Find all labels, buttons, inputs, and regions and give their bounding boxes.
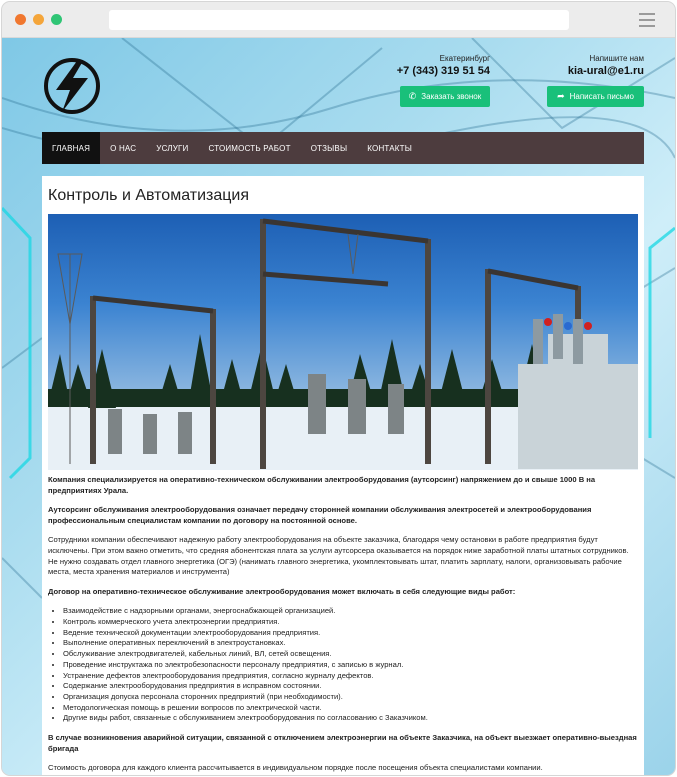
emergency-paragraph: В случае возникновения аварийной ситуации, связанной с отключением электроэнергии на объекте Заказчика, на объект выезжает оперативно-выездная бригада xyxy=(48,733,637,753)
page-viewport xyxy=(2,38,675,775)
share-arrow-icon: ➦ xyxy=(557,91,565,101)
list-item: • Методологическая помощь в решении вопросов по электрической части. xyxy=(63,703,638,714)
site-header xyxy=(2,38,675,133)
minimize-window-button[interactable] xyxy=(33,14,44,25)
mail-caption: Напишите нам xyxy=(589,54,644,63)
write-letter-label: Написать письмо xyxy=(569,92,634,101)
substation-photo xyxy=(48,214,638,470)
browser-window xyxy=(2,2,675,775)
list-item: • Обслуживание электродвигателей, кабельных линий, ВЛ, сетей освещения. xyxy=(63,649,638,660)
list-item: • Контроль коммерческого учета электроэнергии предприятия. xyxy=(63,617,638,628)
close-window-button[interactable] xyxy=(15,14,26,25)
order-call-button[interactable] xyxy=(400,86,490,107)
city-label: Екатеринбург xyxy=(439,54,490,63)
list-item: • Устранение дефектов электрооборудования предприятия, согласно журналу дефектов. xyxy=(63,671,638,682)
services-list xyxy=(63,606,638,724)
nav-item-home[interactable]: ГЛАВНАЯ xyxy=(42,132,100,164)
nav-item-contacts[interactable]: КОНТАКТЫ xyxy=(367,143,413,153)
article-text xyxy=(48,475,638,774)
nav-item-prices[interactable]: СТОИМОСТЬ РАБОТ xyxy=(208,143,291,153)
list-item: • Взаимодействие с надзорными органами, энергоснабжающей организацией. xyxy=(63,606,638,617)
phone-block xyxy=(362,54,490,77)
definition-paragraph: Аутсорсинг обслуживания электрооборудования означает передачу сторонней компании обслуживания электросетей и электрооборудования профессиональным специалистам компании по договору на постоянной основе. xyxy=(48,505,592,525)
nav-item-about[interactable]: О НАС xyxy=(110,143,137,153)
list-item: • Выполнение оперативных переключений в электроустановках. xyxy=(63,638,638,649)
main-content xyxy=(42,176,644,775)
list-item: • Ведение технической документации электрооборудования предприятия. xyxy=(63,628,638,639)
lightning-logo-icon[interactable] xyxy=(42,56,102,116)
browser-toolbar xyxy=(2,2,675,38)
nav-item-services[interactable]: УСЛУГИ xyxy=(156,143,189,153)
nav-item-reviews[interactable]: ОТЗЫВЫ xyxy=(310,143,348,153)
write-letter-button[interactable] xyxy=(547,86,644,107)
email-block xyxy=(532,54,644,77)
phone-number[interactable]: +7 (343) 319 51 54 xyxy=(396,65,490,77)
services-list-heading: Договор на оперативно-техническое обслуживание электрооборудования может включать в себя следующие виды работ: xyxy=(48,586,516,596)
description-paragraph: Сотрудники компании обеспечивают надежную работу электрооборудования на объекте заказчика, благодаря чему остановки в работе предприятия будут исключены. При этом важно отметить, что средняя абонентская плата за услуги аутсорсера оказывается на порядок ниже заработной платы штатных сотрудников. Не нужно создавать отдел главного энергетика (ОГЭ) (нанимать главного энергетика, укомплектовывать штат, платить зарплату, налоги, организовывать рабочие места, места хранения материалов и инструмента) xyxy=(48,535,629,577)
list-item: • Проведение инструктажа по электробезопасности персоналу предприятия, с записью в журнал. xyxy=(63,660,638,671)
list-item: • Другие виды работ, связанные с обслуживанием электрооборудования по согласованию с Заказчиком. xyxy=(63,713,638,724)
maximize-window-button[interactable] xyxy=(51,14,62,25)
page-title: Контроль и Автоматизация xyxy=(48,187,250,204)
address-bar[interactable] xyxy=(109,10,569,30)
cost-paragraph: Стоимость договора для каждого клиента рассчитывается в индивидуальном порядке после посещения объекта специалистами компании. xyxy=(48,763,543,773)
order-call-label: Заказать звонок xyxy=(421,92,482,101)
menu-icon[interactable] xyxy=(639,13,655,31)
email-address[interactable]: kia-ural@e1.ru xyxy=(567,65,644,77)
intro-paragraph: Компания специализируется на оперативно-техническом обслуживании электрооборудования (аутсорсинг) напряжением до и свыше 1000 В на предприятиях Урала. xyxy=(48,475,596,495)
main-navigation xyxy=(42,132,644,164)
phone-icon: ✆ xyxy=(408,91,417,101)
list-item: • Организация допуска персонала сторонних предприятий (при необходимости). xyxy=(63,692,638,703)
list-item: • Содержание электрооборудования предприятия в исправном состоянии. xyxy=(63,681,638,692)
